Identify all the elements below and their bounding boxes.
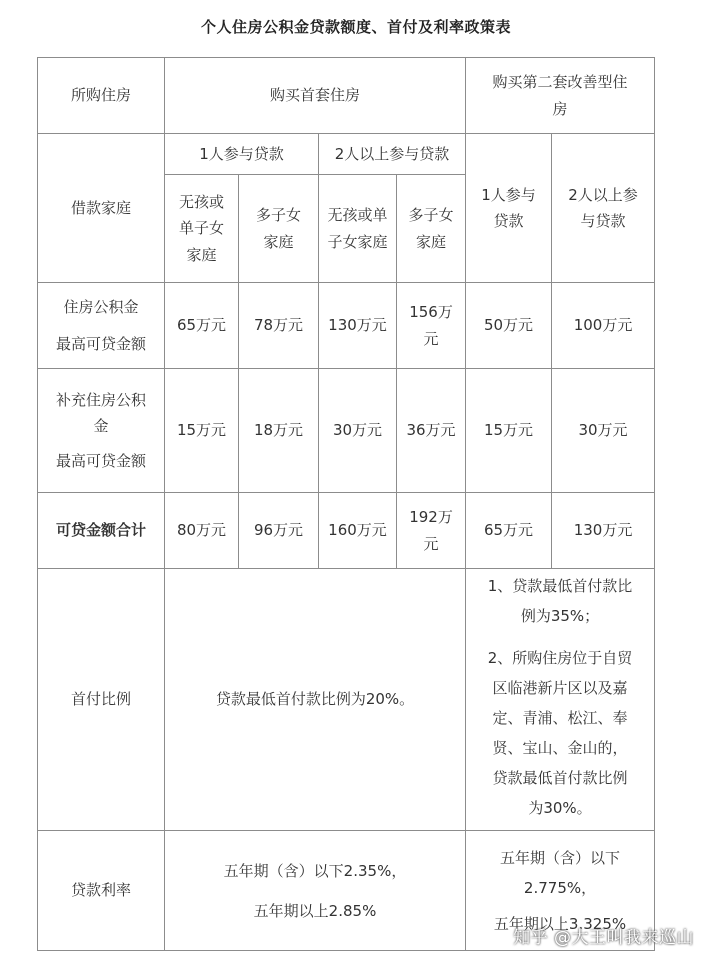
fund-value: 156万 元 (397, 283, 466, 369)
supp-label-cell: 补充住房公积 金 最高可贷金额 (38, 369, 165, 493)
supp-value: 30万元 (552, 369, 655, 493)
total-label-cell: 可贷金额合计 (38, 493, 165, 569)
total-value: 80万元 (165, 493, 239, 569)
family-label-cell: 借款家庭 (38, 134, 165, 283)
page-title: 个人住房公积金贷款额度、首付及利率政策表 (200, 18, 511, 36)
second-home-header: 购买第二套改善型住 房 (466, 58, 655, 134)
supp-value: 36万元 (397, 369, 466, 493)
supp-value: 18万元 (239, 369, 319, 493)
two-plus-header: 2人以上参与贷款 (319, 134, 466, 175)
fund-label-cell: 住房公积金 最高可贷金额 (38, 283, 165, 369)
one-person-header: 1人参与贷款 (165, 134, 319, 175)
table-row (38, 569, 655, 831)
second-two-plus-header: 2人以上参 与贷款 (552, 134, 655, 283)
second-home-down-payment: 1、贷款最低首付款比 例为35%； 2、所购住房位于自贸 区临港新片区以及嘉 定、青浦、松江、奉 贤、宝山、金山的， 贷款最低首付款比例 为30%。 (466, 569, 655, 831)
table-row (38, 369, 655, 493)
supp-value: 15万元 (466, 369, 552, 493)
fund-value: 100万元 (552, 283, 655, 369)
fund-value: 65万元 (165, 283, 239, 369)
fund-value: 78万元 (239, 283, 319, 369)
down-payment-label-cell: 首付比例 (38, 569, 165, 831)
total-value: 96万元 (239, 493, 319, 569)
first-home-interest: 五年期（含）以下2.35%， 五年期以上2.85% (165, 831, 466, 951)
table-row (38, 493, 655, 569)
first-home-header: 购买首套住房 (165, 58, 466, 134)
total-value: 65万元 (466, 493, 552, 569)
watermark: 知乎 @大王叫我来巡山 (513, 928, 694, 948)
total-value: 192万 元 (397, 493, 466, 569)
second-one-person-header: 1人参与 贷款 (466, 134, 552, 283)
housing-label-cell: 所购住房 (38, 58, 165, 134)
second-home-interest: 五年期（含）以下 2.775%， 五年期以上3.325% (466, 831, 655, 951)
table-row (38, 283, 655, 369)
table-row (38, 58, 655, 134)
supp-value: 30万元 (319, 369, 397, 493)
multi-child-a-header: 多子女 家庭 (239, 175, 319, 283)
policy-table (37, 57, 655, 951)
table-row (38, 134, 655, 175)
total-value: 130万元 (552, 493, 655, 569)
supp-value: 15万元 (165, 369, 239, 493)
multi-child-b-header: 多子女 家庭 (397, 175, 466, 283)
no-child-b-header: 无孩或单 子女家庭 (319, 175, 397, 283)
total-value: 160万元 (319, 493, 397, 569)
fund-value: 50万元 (466, 283, 552, 369)
interest-label-cell: 贷款利率 (38, 831, 165, 951)
no-child-a-header: 无孩或 单子女 家庭 (165, 175, 239, 283)
fund-value: 130万元 (319, 283, 397, 369)
first-home-down-payment: 贷款最低首付款比例为20%。 (165, 569, 466, 831)
